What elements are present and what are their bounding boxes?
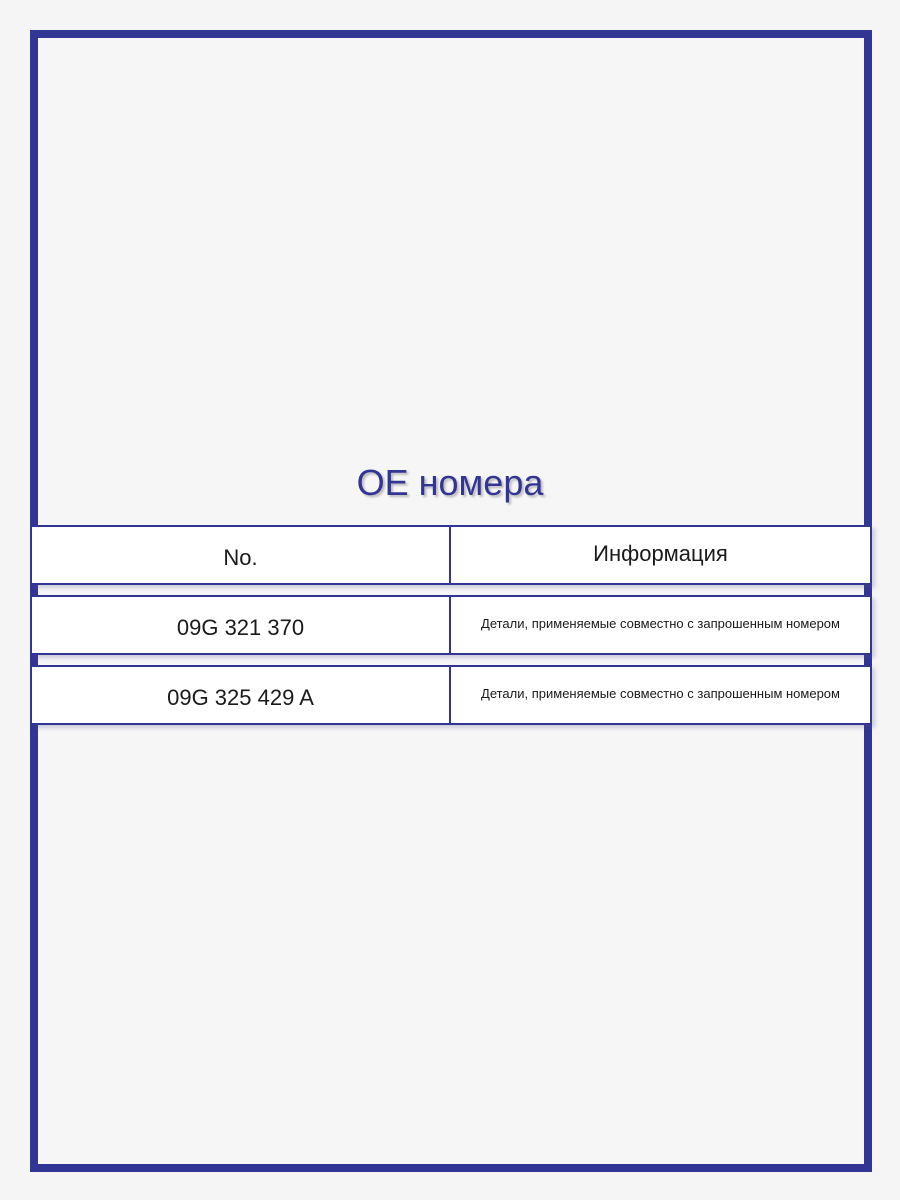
- info-cell: Детали, применяемые совместно с запрошенным номером: [451, 595, 872, 655]
- table-header-row: [30, 525, 872, 585]
- table-row: [30, 595, 872, 655]
- oe-numbers-table: [30, 525, 872, 735]
- oe-number-cell: 09G 325 429 A: [30, 665, 451, 725]
- header-info: Информация: [451, 525, 872, 585]
- oe-number-cell: 09G 321 370: [30, 595, 451, 655]
- info-cell: Детали, применяемые совместно с запрошенным номером: [451, 665, 872, 725]
- page-title: OE номера: [356, 462, 544, 503]
- table-row: [30, 665, 872, 725]
- header-number: No.: [30, 525, 451, 585]
